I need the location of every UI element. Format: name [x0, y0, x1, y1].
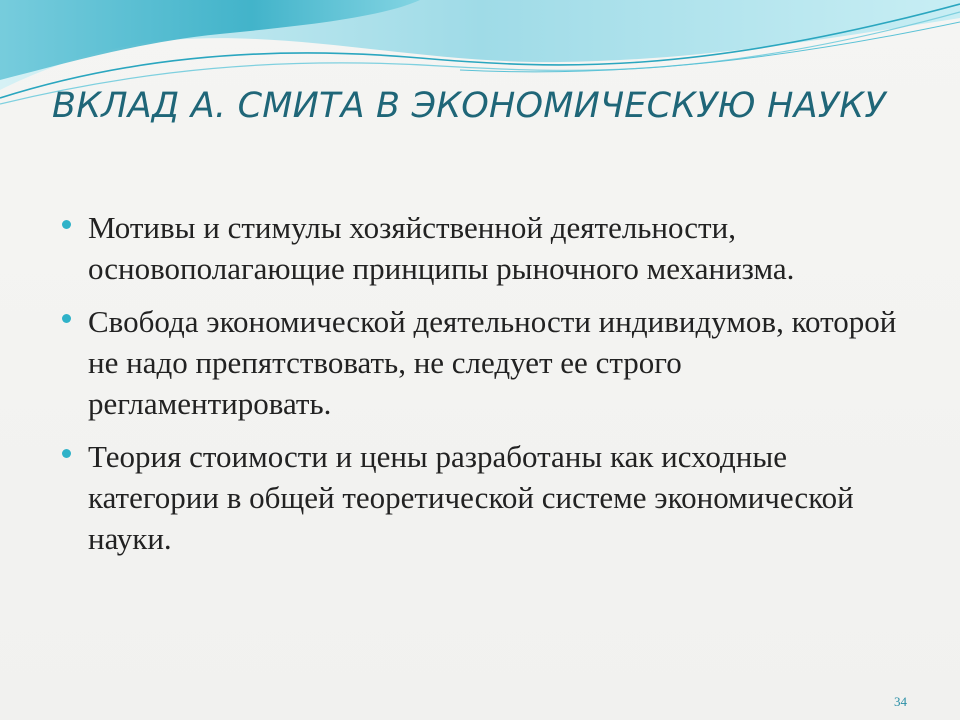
bullet-dot-icon: [62, 220, 71, 229]
bullet-item: [62, 436, 912, 559]
bullet-item: [62, 301, 912, 424]
bullet-text: Мотивы и стимулы хозяйственной деятельности, основополагающие принципы рыночного механизма.: [88, 210, 795, 286]
bullet-text: Теория стоимости и цены разработаны как исходные категории в общей теоретической системе экономической науки.: [88, 439, 854, 556]
bullet-text: Свобода экономической деятельности индивидумов, которой не надо препятствовать, не следует ее строго регламентировать.: [88, 304, 897, 421]
bullet-item: [62, 207, 912, 289]
bullet-list: [62, 207, 912, 571]
bullet-dot-icon: [62, 449, 71, 458]
slide-title: ВКЛАД А. СМИТА В ЭКОНОМИЧЕСКУЮ НАУКУ: [52, 86, 886, 126]
page-number: 34: [894, 694, 907, 709]
bullet-dot-icon: [62, 314, 71, 323]
